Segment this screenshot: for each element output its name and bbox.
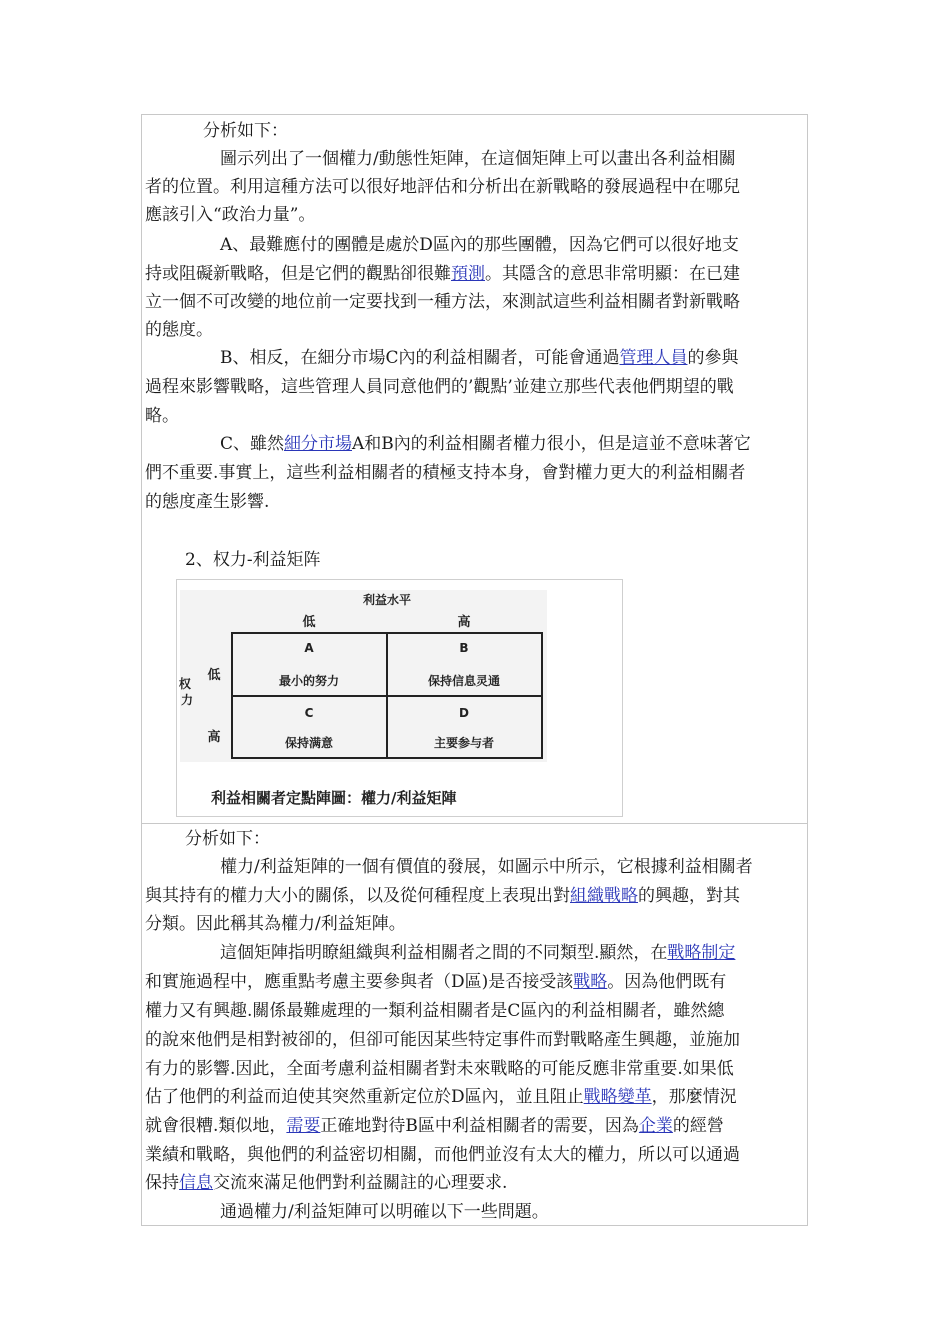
para-b-line-2: 過程來影響戰略，這些管理人員同意他們的’觀點’並建立那些代表他們期望的戰 xyxy=(145,377,734,397)
cell-d-text: 主要参与者 xyxy=(433,736,495,750)
col-low-label: 低 xyxy=(302,615,316,630)
para-c-line-3: 的態度產生影響. xyxy=(145,492,270,512)
para-a-line-4: 的態度。 xyxy=(145,320,213,340)
para-a-line-2: 持或阻礙新戰略，但是它們的觀點卻很難預測。其隱含的意思非常明顯：在已建 xyxy=(145,264,740,284)
col-high-label: 高 xyxy=(457,615,471,630)
link-forecast[interactable]: 預測 xyxy=(451,264,485,284)
para-2-2-line-7: 就會很糟.類似地，需要正確地對待B區中利益相關者的需要，因為企業的經營 xyxy=(145,1116,724,1136)
cell-c-letter: C xyxy=(304,706,314,720)
para-b-line-1: B、相反，在細分市場C內的利益相關者，可能會通過管理人員的參與 xyxy=(220,348,739,368)
link-strategy[interactable]: 戰略 xyxy=(573,972,608,992)
cell-a-letter: A xyxy=(304,641,314,655)
para-2-2-line-1: 這個矩陣指明瞭組織與利益相關者之間的不同類型.顯然，在戰略制定 xyxy=(220,943,736,963)
link-enterprise[interactable]: 企業 xyxy=(638,1116,673,1136)
cell-a-text: 最小的努力 xyxy=(278,674,340,688)
para-c-line-1: C、雖然細分市場A和B內的利益相關者權力很小，但是這並不意味著它 xyxy=(220,434,751,454)
row-high-label: 高 xyxy=(207,730,221,745)
para-2-1-line-3: 分類。因此稱其為權力/利益矩陣。 xyxy=(145,914,406,934)
power-interest-matrix-figure xyxy=(176,579,623,817)
cell-c-text: 保持满意 xyxy=(284,736,334,750)
para-b-line-3: 略。 xyxy=(145,406,179,426)
interest-level-label: 利益水平 xyxy=(362,593,412,607)
section-title-2: 2、权力-利益矩阵 xyxy=(185,550,321,570)
para-1-line-3: 應該引入“政治力量”。 xyxy=(145,205,316,225)
link-information[interactable]: 信息 xyxy=(179,1173,213,1193)
para-2-1-line-1: 權力/利益矩陣的一個有價值的發展，如圖示中所示，它根據利益相關者 xyxy=(220,857,753,877)
para-2-2-line-5: 有力的影響.因此，全面考慮利益相關者對未來戰略的可能反應非常重要.如果低 xyxy=(145,1059,734,1079)
para-1-line-1: 圖示列出了一個權力/動態性矩陣，在這個矩陣上可以畫出各利益相關 xyxy=(220,149,736,169)
link-strategy-formulation[interactable]: 戰略制定 xyxy=(667,943,736,963)
para-c-line-2: 們不重要.事實上，這些利益相關者的積極支持本身，會對權力更大的利益相關者 xyxy=(145,463,746,483)
para-1-line-2: 者的位置。利用這種方法可以很好地評估和分析出在新戰略的發展過程中在哪兒 xyxy=(145,177,740,197)
para-a-line-1: A、最難應付的團體是處於D區內的那些團體，因為它們可以很好地支 xyxy=(220,235,739,255)
figure-caption: 利益相關者定點陣圖：權力/利益矩陣 xyxy=(211,789,457,807)
para-2-2-line-2: 和實施過程中，應重點考慮主要參與者（D區)是否接受該戰略。因為他們既有 xyxy=(145,972,727,992)
power-axis-char-2: 力 xyxy=(180,693,194,707)
link-strategic-change[interactable]: 戰略變革 xyxy=(583,1087,652,1107)
link-managers[interactable]: 管理人員 xyxy=(619,348,688,368)
para-2-3: 通過權力/利益矩陣可以明確以下一些問題。 xyxy=(220,1202,549,1222)
cell-b-letter: B xyxy=(459,641,469,655)
analysis-heading-2: 分析如下： xyxy=(185,829,270,849)
power-axis-char-1: 权 xyxy=(178,677,191,691)
cell-b-text: 保持信息灵通 xyxy=(427,674,501,688)
cell-d-letter: D xyxy=(459,706,469,720)
para-2-2-line-3: 權力又有興趣.關係最難處理的一類利益相關者是C區內的利益相關者，雖然總 xyxy=(145,1001,725,1021)
para-2-2-line-6: 估了他們的利益而迫使其突然重新定位於D區內，並且阻止戰略變革，那麼情況 xyxy=(145,1087,737,1107)
para-2-1-line-2: 與其持有的權力大小的關係，以及從何種程度上表現出對組織戰略的興趣，對其 xyxy=(145,886,740,906)
para-2-2-line-8: 業績和戰略，與他們的利益密切相關，而他們並沒有太大的權力，所以可以通過 xyxy=(145,1145,740,1165)
link-org-strategy[interactable]: 組織戰略 xyxy=(570,886,638,906)
analysis-heading-1: 分析如下： xyxy=(203,121,288,141)
para-a-line-3: 立一個不可改變的地位前一定要找到一種方法，來測試這些利益相關者對新戰略 xyxy=(145,292,740,312)
para-2-2-line-9: 保持信息交流來滿足他們對利益關註的心理要求. xyxy=(145,1173,508,1193)
row-low-label: 低 xyxy=(207,668,221,683)
link-market-segment[interactable]: 細分市場 xyxy=(284,434,353,454)
link-need[interactable]: 需要 xyxy=(286,1116,321,1136)
para-2-2-line-4: 的說來他們是相對被卻的，但卻可能因某些特定事件而對戰略產生興趣，並施加 xyxy=(145,1030,740,1050)
